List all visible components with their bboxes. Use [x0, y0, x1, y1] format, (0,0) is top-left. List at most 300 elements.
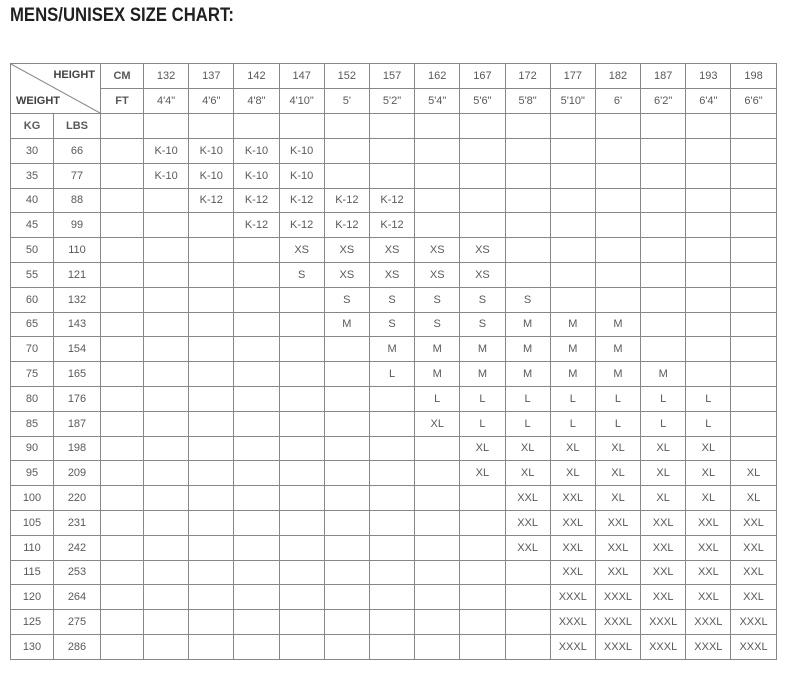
height-ft-cell: 5'8"	[505, 89, 550, 114]
header-spacer-cell	[279, 114, 324, 139]
size-cell: K-12	[369, 213, 414, 238]
table-row	[11, 139, 777, 164]
size-cell: L	[550, 386, 595, 411]
size-cell	[144, 337, 189, 362]
size-cell	[595, 139, 640, 164]
height-cm-cell: 167	[460, 64, 505, 89]
table-row	[11, 163, 777, 188]
kg-cell: 110	[11, 535, 54, 560]
kg-cell: 105	[11, 510, 54, 535]
lbs-cell: 242	[54, 535, 101, 560]
size-cell: K-10	[144, 163, 189, 188]
size-cell	[144, 610, 189, 635]
size-cell	[189, 535, 234, 560]
size-cell	[415, 163, 460, 188]
lbs-cell: 198	[54, 436, 101, 461]
height-cm-cell: 172	[505, 64, 550, 89]
size-cell	[279, 585, 324, 610]
lbs-cell: 99	[54, 213, 101, 238]
size-cell	[279, 461, 324, 486]
header-spacer-cell	[686, 114, 731, 139]
size-cell	[234, 461, 279, 486]
size-cell	[189, 386, 234, 411]
size-cell	[731, 287, 776, 312]
height-ft-cell: 5'2"	[369, 89, 414, 114]
size-cell: XXL	[731, 560, 776, 585]
header-spacer-cell	[234, 114, 279, 139]
size-cell	[415, 535, 460, 560]
size-cell	[415, 213, 460, 238]
size-cell	[505, 213, 550, 238]
size-cell: XXXL	[641, 610, 686, 635]
size-cell	[234, 585, 279, 610]
size-cell	[460, 139, 505, 164]
size-cell: M	[415, 362, 460, 387]
size-cell	[144, 585, 189, 610]
height-cm-cell: 193	[686, 64, 731, 89]
table-row	[11, 510, 777, 535]
lbs-cell: 132	[54, 287, 101, 312]
ft-unit-cell: FT	[101, 89, 144, 114]
size-cell: XXL	[641, 535, 686, 560]
size-cell	[731, 312, 776, 337]
size-cell	[234, 262, 279, 287]
lbs-cell: 264	[54, 585, 101, 610]
size-cell	[505, 610, 550, 635]
size-cell	[324, 610, 369, 635]
size-cell	[731, 411, 776, 436]
kg-cell: 125	[11, 610, 54, 635]
unit-spacer-cell	[101, 213, 144, 238]
size-cell: XS	[279, 238, 324, 263]
size-cell	[189, 486, 234, 511]
size-cell: XS	[460, 238, 505, 263]
size-cell	[144, 411, 189, 436]
size-cell: L	[686, 386, 731, 411]
size-cell	[189, 634, 234, 659]
kg-cell: 75	[11, 362, 54, 387]
size-cell	[550, 163, 595, 188]
kg-cell: 50	[11, 238, 54, 263]
kg-cell: 95	[11, 461, 54, 486]
size-cell	[731, 337, 776, 362]
size-cell: M	[415, 337, 460, 362]
size-cell: M	[505, 362, 550, 387]
size-cell	[369, 510, 414, 535]
size-cell	[641, 213, 686, 238]
size-cell: XXL	[731, 510, 776, 535]
size-cell	[460, 634, 505, 659]
size-cell: XXL	[731, 585, 776, 610]
size-cell	[324, 510, 369, 535]
kg-cell: 70	[11, 337, 54, 362]
table-row	[11, 337, 777, 362]
size-cell	[686, 287, 731, 312]
size-cell	[324, 461, 369, 486]
size-cell: S	[460, 287, 505, 312]
size-cell	[279, 560, 324, 585]
size-cell	[324, 436, 369, 461]
table-row	[11, 461, 777, 486]
size-cell	[686, 238, 731, 263]
height-ft-cell: 4'10"	[279, 89, 324, 114]
size-cell: K-10	[234, 163, 279, 188]
size-cell	[460, 585, 505, 610]
size-cell: XXL	[686, 560, 731, 585]
size-cell	[369, 139, 414, 164]
size-cell: K-12	[324, 213, 369, 238]
size-cell	[505, 188, 550, 213]
size-cell: K-12	[279, 188, 324, 213]
lbs-header-cell: LBS	[54, 114, 101, 139]
size-cell	[415, 560, 460, 585]
size-cell: XXL	[641, 560, 686, 585]
size-cell	[324, 362, 369, 387]
header-spacer-cell	[324, 114, 369, 139]
size-cell	[595, 262, 640, 287]
size-cell	[279, 535, 324, 560]
size-cell	[324, 486, 369, 511]
size-cell	[415, 188, 460, 213]
size-cell: L	[641, 411, 686, 436]
header-spacer-cell	[369, 114, 414, 139]
size-cell: XXXL	[550, 585, 595, 610]
table-row	[11, 188, 777, 213]
size-cell	[279, 386, 324, 411]
size-cell	[234, 386, 279, 411]
size-cell	[189, 560, 234, 585]
kg-cell: 45	[11, 213, 54, 238]
size-cell: XL	[505, 461, 550, 486]
table-row	[11, 312, 777, 337]
size-cell: K-10	[234, 139, 279, 164]
size-cell: K-10	[279, 139, 324, 164]
size-cell: XS	[369, 262, 414, 287]
kg-cell: 35	[11, 163, 54, 188]
table-row	[11, 436, 777, 461]
size-cell	[144, 436, 189, 461]
size-cell	[234, 337, 279, 362]
size-cell	[641, 188, 686, 213]
size-cell: L	[550, 411, 595, 436]
size-cell	[189, 610, 234, 635]
table-row	[11, 411, 777, 436]
unit-spacer-cell	[101, 312, 144, 337]
unit-spacer-cell	[101, 362, 144, 387]
lbs-cell: 275	[54, 610, 101, 635]
height-ft-cell: 4'4"	[144, 89, 189, 114]
size-cell: M	[505, 312, 550, 337]
size-cell: XXL	[505, 510, 550, 535]
size-cell	[686, 337, 731, 362]
size-cell	[686, 213, 731, 238]
table-row	[11, 386, 777, 411]
size-cell: M	[369, 337, 414, 362]
size-cell	[505, 238, 550, 263]
cm-unit-cell: CM	[101, 64, 144, 89]
unit-spacer-cell	[101, 461, 144, 486]
size-cell: XXL	[731, 535, 776, 560]
size-cell: S	[415, 312, 460, 337]
size-cell	[234, 362, 279, 387]
size-cell: L	[686, 411, 731, 436]
size-cell: XXXL	[731, 610, 776, 635]
size-cell	[731, 436, 776, 461]
header-spacer-cell	[189, 114, 234, 139]
size-cell: S	[460, 312, 505, 337]
size-cell: M	[595, 312, 640, 337]
size-cell	[234, 436, 279, 461]
size-cell: L	[641, 386, 686, 411]
height-ft-cell: 4'6"	[189, 89, 234, 114]
size-cell: K-12	[189, 188, 234, 213]
size-cell: M	[460, 337, 505, 362]
lbs-cell: 286	[54, 634, 101, 659]
unit-spacer-cell	[101, 262, 144, 287]
size-cell	[415, 585, 460, 610]
size-cell	[460, 560, 505, 585]
height-ft-cell: 4'8"	[234, 89, 279, 114]
kg-cell: 40	[11, 188, 54, 213]
size-cell: K-10	[189, 163, 234, 188]
size-cell	[550, 139, 595, 164]
size-cell	[369, 436, 414, 461]
size-cell	[641, 312, 686, 337]
unit-spacer-cell	[101, 535, 144, 560]
size-cell	[234, 486, 279, 511]
height-cm-cell: 147	[279, 64, 324, 89]
header-spacer-cell	[505, 114, 550, 139]
size-cell	[595, 163, 640, 188]
size-cell	[144, 461, 189, 486]
size-cell	[641, 163, 686, 188]
lbs-cell: 77	[54, 163, 101, 188]
table-row	[11, 634, 777, 659]
size-cell: K-12	[234, 213, 279, 238]
size-cell	[234, 287, 279, 312]
size-cell: XL	[641, 436, 686, 461]
size-cell: S	[415, 287, 460, 312]
size-cell	[505, 634, 550, 659]
size-cell	[279, 411, 324, 436]
size-cell: M	[550, 312, 595, 337]
header-spacer-cell	[595, 114, 640, 139]
height-cm-cell: 198	[731, 64, 776, 89]
size-cell: XL	[460, 436, 505, 461]
size-cell: XL	[731, 486, 776, 511]
size-cell: K-12	[234, 188, 279, 213]
corner-cell	[11, 64, 101, 114]
size-cell: L	[595, 386, 640, 411]
size-cell	[550, 287, 595, 312]
size-cell	[279, 610, 324, 635]
size-cell	[641, 337, 686, 362]
unit-spacer-cell	[101, 337, 144, 362]
size-cell	[595, 188, 640, 213]
size-cell: XXXL	[550, 634, 595, 659]
lbs-cell: 165	[54, 362, 101, 387]
size-cell: L	[460, 386, 505, 411]
table-row	[11, 560, 777, 585]
size-cell	[324, 560, 369, 585]
size-cell	[189, 262, 234, 287]
size-cell: M	[505, 337, 550, 362]
kg-cell: 85	[11, 411, 54, 436]
lbs-cell: 220	[54, 486, 101, 511]
size-cell	[189, 238, 234, 263]
table-row	[11, 287, 777, 312]
size-cell	[234, 610, 279, 635]
unit-spacer-cell	[101, 139, 144, 164]
lbs-cell: 110	[54, 238, 101, 263]
size-cell	[144, 634, 189, 659]
size-cell: XXL	[550, 560, 595, 585]
height-cm-cell: 132	[144, 64, 189, 89]
size-cell	[641, 262, 686, 287]
table-row	[11, 610, 777, 635]
kg-cell: 55	[11, 262, 54, 287]
size-cell	[189, 436, 234, 461]
table-row	[11, 585, 777, 610]
size-cell	[189, 585, 234, 610]
unit-spacer-cell	[101, 411, 144, 436]
size-cell	[731, 139, 776, 164]
unit-spacer-cell	[101, 436, 144, 461]
size-cell	[460, 610, 505, 635]
size-cell: XL	[686, 436, 731, 461]
size-cell	[189, 312, 234, 337]
size-cell	[641, 287, 686, 312]
size-cell: L	[505, 386, 550, 411]
lbs-cell: 66	[54, 139, 101, 164]
size-cell: XXL	[641, 585, 686, 610]
size-cell	[686, 362, 731, 387]
unit-spacer-cell	[101, 560, 144, 585]
size-cell: XXXL	[595, 585, 640, 610]
size-cell	[595, 238, 640, 263]
kg-cell: 65	[11, 312, 54, 337]
size-cell: S	[369, 312, 414, 337]
size-cell: XL	[731, 461, 776, 486]
size-cell	[731, 262, 776, 287]
unit-spacer-cell	[101, 188, 144, 213]
table-row	[11, 535, 777, 560]
size-cell	[144, 287, 189, 312]
size-cell: XXL	[550, 535, 595, 560]
size-cell	[189, 411, 234, 436]
size-cell	[234, 560, 279, 585]
size-cell	[505, 139, 550, 164]
size-cell: XXXL	[641, 634, 686, 659]
size-cell	[369, 585, 414, 610]
size-cell	[144, 188, 189, 213]
size-cell	[279, 634, 324, 659]
size-cell: M	[460, 362, 505, 387]
size-cell: K-12	[279, 213, 324, 238]
size-cell: XXL	[686, 585, 731, 610]
lbs-cell: 154	[54, 337, 101, 362]
size-cell	[460, 486, 505, 511]
unit-spacer-cell	[101, 114, 144, 139]
size-cell	[324, 411, 369, 436]
size-cell	[686, 139, 731, 164]
height-cm-cell: 152	[324, 64, 369, 89]
size-cell: XS	[415, 238, 460, 263]
kg-cell: 80	[11, 386, 54, 411]
kg-cell: 100	[11, 486, 54, 511]
size-cell: XS	[324, 262, 369, 287]
unit-spacer-cell	[101, 510, 144, 535]
unit-spacer-cell	[101, 238, 144, 263]
weight-corner-label: WEIGHT	[16, 95, 60, 107]
size-cell: XXL	[505, 486, 550, 511]
table-row	[11, 262, 777, 287]
size-cell: XXL	[686, 510, 731, 535]
unit-spacer-cell	[101, 163, 144, 188]
table-row	[11, 486, 777, 511]
height-ft-cell: 6'6"	[731, 89, 776, 114]
size-cell: XL	[641, 486, 686, 511]
size-cell	[369, 411, 414, 436]
size-cell	[550, 188, 595, 213]
lbs-cell: 176	[54, 386, 101, 411]
size-cell	[369, 386, 414, 411]
size-cell	[234, 411, 279, 436]
size-cell: XXXL	[595, 610, 640, 635]
page-title: MENS/UNISEX SIZE CHART:	[10, 5, 234, 26]
height-cm-cell: 187	[641, 64, 686, 89]
size-cell: S	[279, 262, 324, 287]
table-row	[11, 213, 777, 238]
size-cell	[189, 213, 234, 238]
size-cell	[369, 610, 414, 635]
height-ft-cell: 6'2"	[641, 89, 686, 114]
size-cell: XXL	[595, 510, 640, 535]
size-chart-table	[10, 63, 777, 660]
height-ft-cell: 6'4"	[686, 89, 731, 114]
height-ft-cell: 6'	[595, 89, 640, 114]
height-ft-cell: 5'10"	[550, 89, 595, 114]
size-cell	[460, 188, 505, 213]
size-cell	[189, 337, 234, 362]
size-cell: L	[595, 411, 640, 436]
size-cell	[415, 610, 460, 635]
size-cell	[369, 634, 414, 659]
size-cell	[595, 213, 640, 238]
size-cell	[550, 238, 595, 263]
size-cell: K-12	[324, 188, 369, 213]
size-cell	[234, 312, 279, 337]
size-cell	[369, 535, 414, 560]
size-cell	[279, 436, 324, 461]
size-cell	[144, 386, 189, 411]
size-cell	[731, 386, 776, 411]
size-cell	[279, 287, 324, 312]
size-cell	[460, 163, 505, 188]
size-cell: XL	[595, 461, 640, 486]
size-cell	[595, 287, 640, 312]
size-cell	[641, 238, 686, 263]
size-cell	[279, 312, 324, 337]
height-corner-label: HEIGHT	[53, 69, 95, 81]
size-cell	[144, 213, 189, 238]
header-spacer-cell	[550, 114, 595, 139]
size-cell	[686, 188, 731, 213]
size-cell	[234, 535, 279, 560]
size-cell: S	[505, 287, 550, 312]
size-cell	[324, 337, 369, 362]
size-cell: XS	[415, 262, 460, 287]
